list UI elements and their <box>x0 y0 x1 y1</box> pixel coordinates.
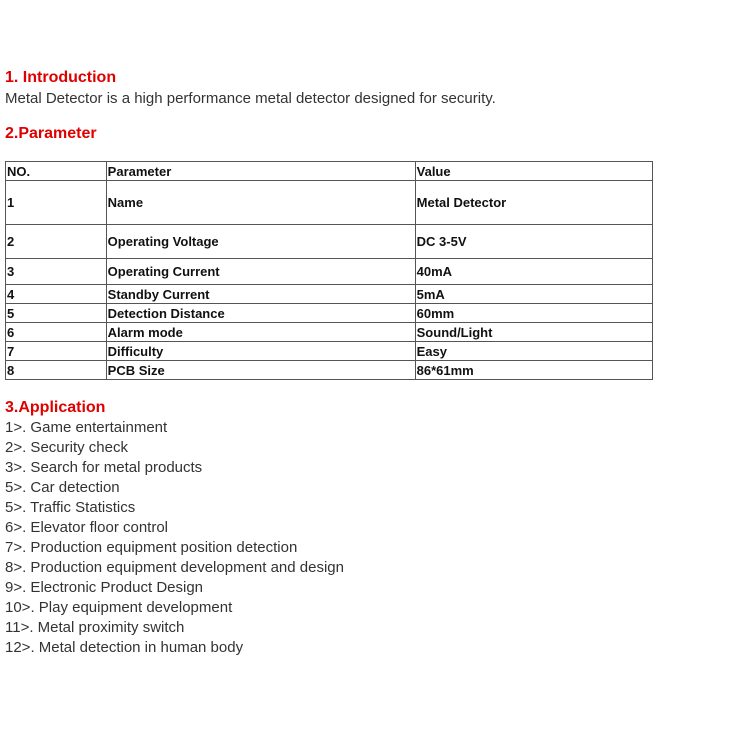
row-value: 40mA <box>415 259 652 285</box>
list-item: 8>. Production equipment development and design <box>5 559 344 576</box>
column-header-value: Value <box>415 162 652 181</box>
row-parameter: Operating Voltage <box>106 225 415 259</box>
row-no: 1 <box>6 181 107 225</box>
parameter-heading: 2.Parameter <box>5 125 97 142</box>
row-value: Metal Detector <box>415 181 652 225</box>
row-value: 5mA <box>415 285 652 304</box>
list-item: 7>. Production equipment position detection <box>5 539 298 556</box>
table-row <box>6 285 653 304</box>
row-parameter: Operating Current <box>106 259 415 285</box>
row-parameter: Alarm mode <box>106 323 415 342</box>
row-no: 5 <box>6 304 107 323</box>
application-heading: 3.Application <box>5 399 106 416</box>
row-parameter: Detection Distance <box>106 304 415 323</box>
list-item: 3>. Search for metal products <box>5 459 203 476</box>
table-row <box>6 323 653 342</box>
list-item: 12>. Metal detection in human body <box>5 639 244 656</box>
column-header-no: NO. <box>6 162 107 181</box>
list-item: 1>. Game entertainment <box>5 419 168 436</box>
table-row <box>6 259 653 285</box>
introduction-heading: 1. Introduction <box>5 69 117 86</box>
list-item: 10>. Play equipment development <box>5 599 233 616</box>
row-no: 2 <box>6 225 107 259</box>
column-header-parameter: Parameter <box>106 162 415 181</box>
row-value: Easy <box>415 342 652 361</box>
list-item: 2>. Security check <box>5 439 128 456</box>
row-value: 60mm <box>415 304 652 323</box>
table-row <box>6 304 653 323</box>
row-parameter: Standby Current <box>106 285 415 304</box>
list-item: 11>. Metal proximity switch <box>5 619 185 636</box>
list-item: 5>. Car detection <box>5 479 120 496</box>
introduction-text: Metal Detector is a high performance metal detector designed for security. <box>5 90 496 107</box>
list-item: 5>. Traffic Statistics <box>5 499 136 516</box>
row-parameter: Name <box>106 181 415 225</box>
list-item: 6>. Elevator floor control <box>5 519 169 536</box>
row-no: 6 <box>6 323 107 342</box>
row-no: 7 <box>6 342 107 361</box>
table-row <box>6 181 653 225</box>
row-no: 8 <box>6 361 107 380</box>
row-value: DC 3-5V <box>415 225 652 259</box>
row-parameter: Difficulty <box>106 342 415 361</box>
row-parameter: PCB Size <box>106 361 415 380</box>
list-item: 9>. Electronic Product Design <box>5 579 204 596</box>
row-no: 3 <box>6 259 107 285</box>
table-row <box>6 342 653 361</box>
row-no: 4 <box>6 285 107 304</box>
table-row <box>6 225 653 259</box>
application-list <box>5 418 344 658</box>
table-row <box>6 361 653 380</box>
row-value: 86*61mm <box>415 361 652 380</box>
row-value: Sound/Light <box>415 323 652 342</box>
parameter-table <box>5 161 653 380</box>
table-header-row <box>6 162 653 181</box>
